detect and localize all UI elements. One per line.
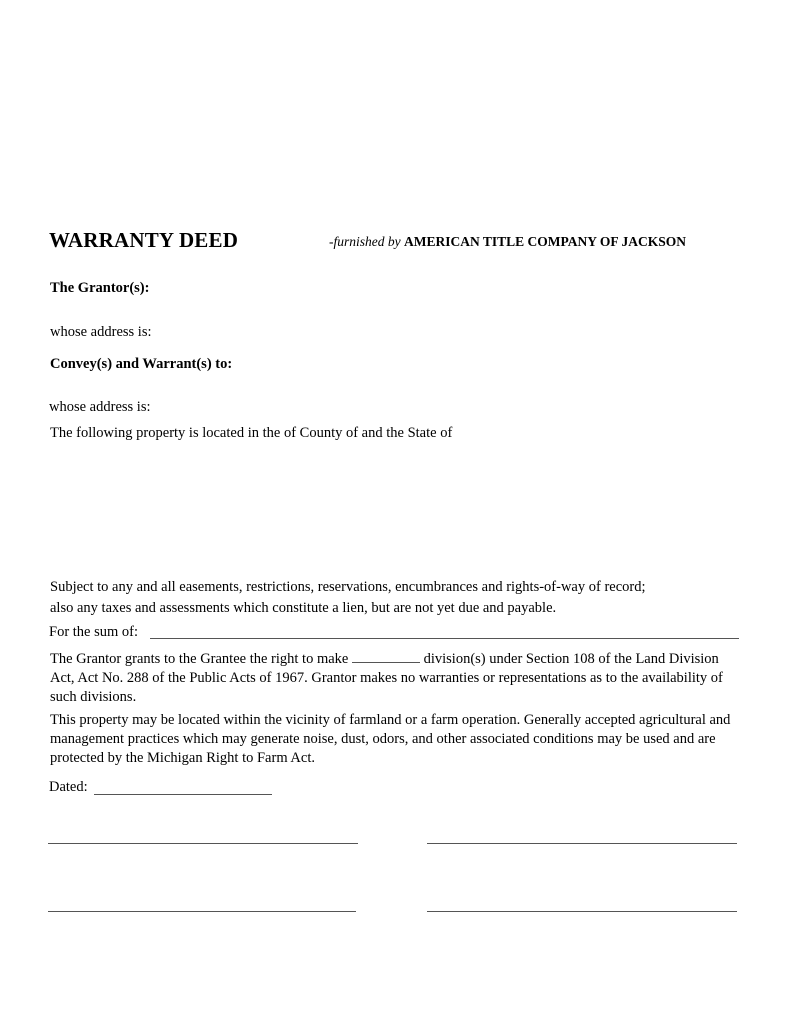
signature-line-left-bottom[interactable] xyxy=(48,910,356,912)
furnished-lead: -furnished by xyxy=(329,234,401,249)
subject-line-1: Subject to any and all easements, restrictions, reservations, encumbrances and rights-of-way of record; xyxy=(50,579,646,595)
grantee-label: Convey(s) and Warrant(s) to: xyxy=(50,356,233,372)
division-paragraph xyxy=(50,650,740,707)
signature-line-right-top[interactable] xyxy=(427,842,737,844)
sum-label: For the sum of: xyxy=(49,624,139,640)
division-text-b: division(s) under Section 108 of the Land Division Act, Act No. 288 of the Public Acts of 1967. Grantor makes no warranties or representations as to the availability of such divisions. xyxy=(50,651,723,705)
furnished-by xyxy=(329,234,686,250)
signature-line-left-top[interactable] xyxy=(48,842,358,844)
document-title: WARRANTY DEED xyxy=(49,228,239,252)
grantor-label: The Grantor(s): xyxy=(50,280,150,296)
property-location-text: The following property is located in the of County of and the State of xyxy=(50,425,453,441)
division-count-fill-line[interactable] xyxy=(352,661,420,663)
division-text-a: The Grantor grants to the Grantee the right to make xyxy=(50,651,349,667)
sum-fill-line[interactable] xyxy=(150,637,739,639)
grantor-address-label: whose address is: xyxy=(50,324,152,340)
signature-line-right-bottom[interactable] xyxy=(427,910,737,912)
dated-fill-line[interactable] xyxy=(94,793,272,795)
farmland-paragraph: This property may be located within the vicinity of farmland or a farm operation. Generally accepted agricultural and management practices which may generate noise, dust, odors, and other associated conditions may be used and are protected by the Michigan Right to Farm Act. xyxy=(50,712,731,766)
grantee-address-label: whose address is: xyxy=(49,399,151,415)
company-name: AMERICAN TITLE COMPANY OF JACKSON xyxy=(404,234,687,249)
dated-label: Dated: xyxy=(49,779,88,795)
subject-line-2: also any taxes and assessments which constitute a lien, but are not yet due and payable. xyxy=(50,600,557,616)
